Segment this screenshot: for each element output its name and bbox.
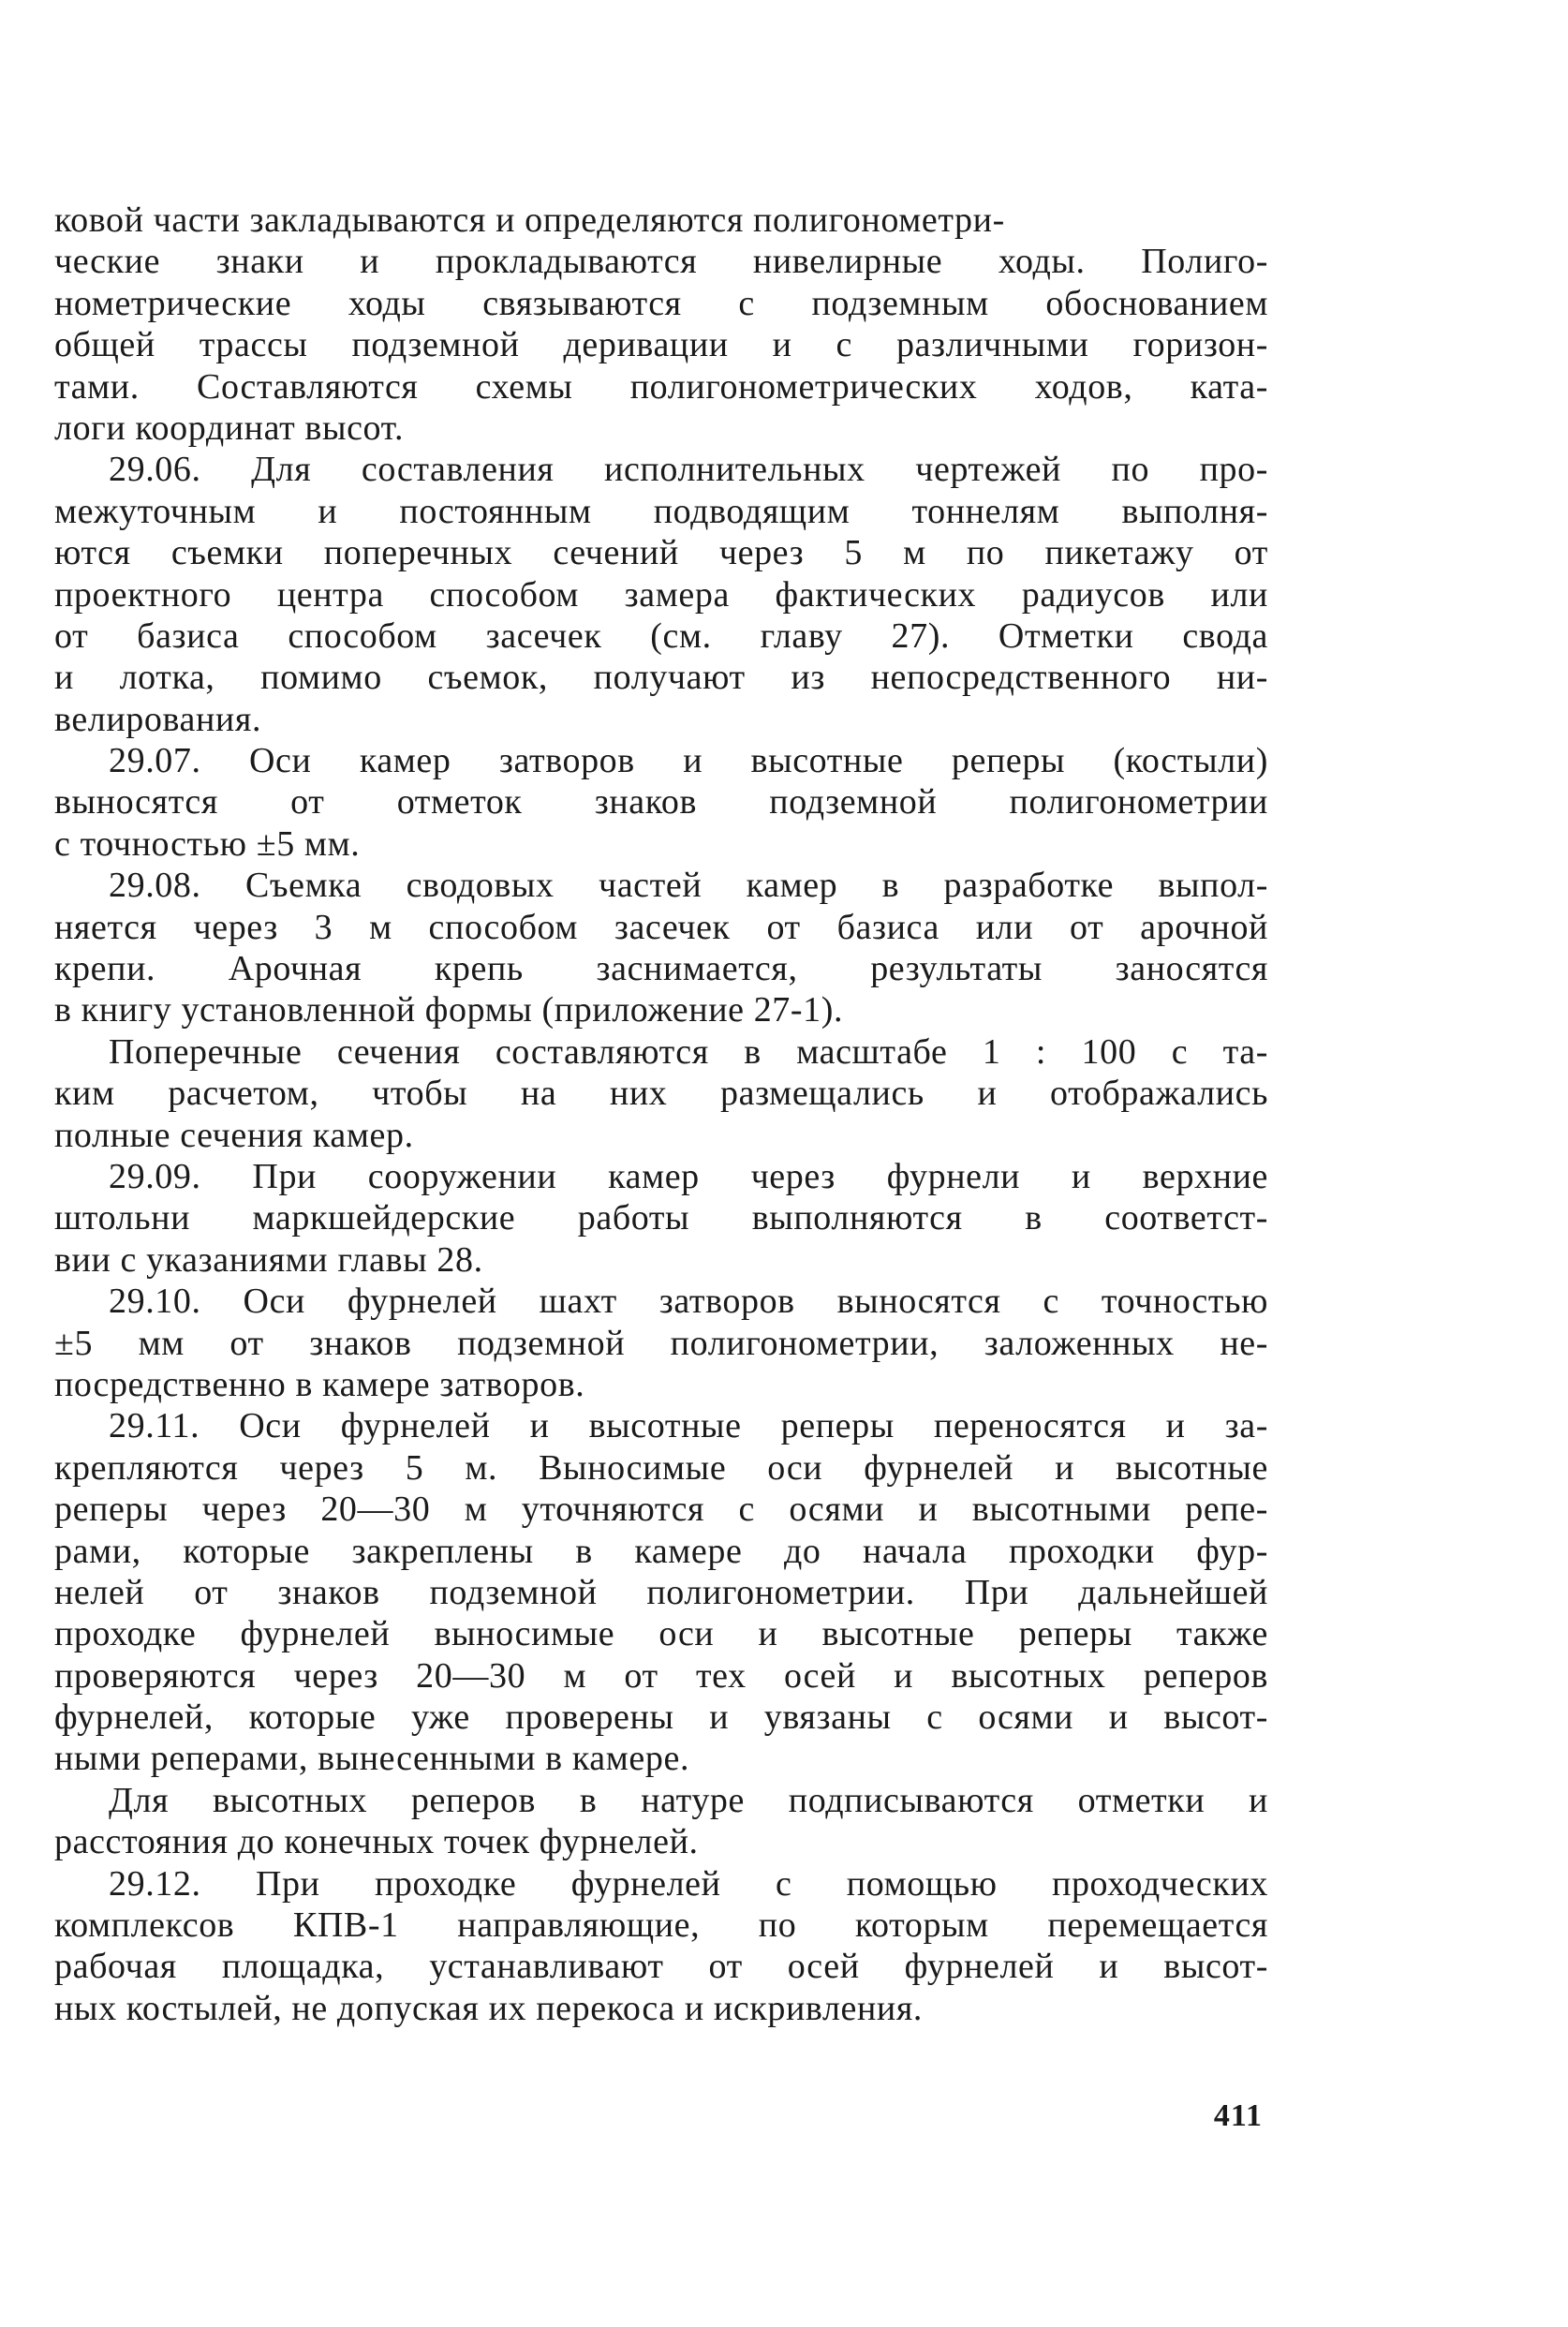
text-line: выносятся от отметок знаков подземной полигонометрии: [54, 782, 1268, 823]
text-line: ными реперами, вынесенными в камере.: [54, 1739, 690, 1779]
text-line: ковой части закладываются и определяются полигонометри-: [54, 200, 1005, 240]
text-line: посредственно в камере затворов.: [54, 1364, 585, 1404]
text-line: комплексов КПВ-1 направляющие, по которым перемещается: [54, 1905, 1268, 1946]
text-line: 29.11. Оси фурнелей и высотные реперы переносятся и за-: [109, 1406, 1268, 1446]
text-line: рами, которые закреплены в камере до начала проходки фур-: [54, 1531, 1268, 1571]
page-number: 411: [1213, 2098, 1263, 2133]
text-line: проверяются через 20—30 м от тех осей и высотных реперов: [54, 1655, 1268, 1696]
text-line: крепляются через 5 м. Выносимые оси фурнелей и высотные: [54, 1447, 1268, 1488]
text-line: велирования.: [54, 699, 262, 739]
text-line: межуточным и постоянным подводящим тоннелям выполня-: [54, 491, 1268, 531]
text-line: 29.12. При проходке фурнелей с помощью проходческих: [109, 1863, 1268, 1904]
text-line: от базиса способом засечек (см. главу 27). Отметки свода: [54, 615, 1268, 656]
text-line: тами. Составляются схемы полигонометрических ходов, ката-: [54, 366, 1268, 407]
text-line: фурнелей, которые уже проверены и увязаны с осями и высот-: [54, 1697, 1268, 1738]
text-line: проходке фурнелей выносимые оси и высотные реперы также: [54, 1614, 1268, 1654]
text-line: нометрические ходы связываются с подземным обоснованием: [54, 283, 1268, 323]
text-line: 29.08. Съемка сводовых частей камер в разработке выпол-: [109, 866, 1268, 906]
text-line: в книгу установленной формы (приложение 27-1).: [54, 990, 844, 1030]
text-line: 29.07. Оси камер затворов и высотные реперы (костыли): [109, 741, 1268, 781]
text-line: с точностью ±5 мм.: [54, 823, 361, 864]
text-line: крепи. Арочная крепь заснимается, результаты заносятся: [54, 949, 1268, 989]
text-line: ±5 мм от знаков подземной полигонометрии, заложенных не-: [54, 1323, 1268, 1363]
text-line: ются съемки поперечных сечений через 5 м по пикетажу от: [54, 533, 1268, 573]
text-line: и лотка, помимо съемок, получают из непосредственного ни-: [54, 658, 1268, 698]
text-line: ческие знаки и прокладываются нивелирные ходы. Полиго-: [54, 242, 1268, 282]
text-line: штольни маркшейдерские работы выполняются в соответст-: [54, 1198, 1268, 1238]
text-line: реперы через 20—30 м уточняются с осями и высотными репе-: [54, 1490, 1268, 1530]
body-text: [54, 200, 1268, 2029]
text-line: расстояния до конечных точек фурнелей.: [54, 1822, 699, 1862]
text-line: проектного центра способом замера фактических радиусов или: [54, 574, 1268, 615]
text-line: ким расчетом, чтобы на них размещались и отображались: [54, 1074, 1268, 1114]
text-line: Для высотных реперов в натуре подписываются отметки и: [109, 1780, 1268, 1820]
text-line: 29.06. Для составления исполнительных чертежей по про-: [109, 450, 1268, 490]
text-line: рабочая площадка, устанавливают от осей фурнелей и высот-: [54, 1947, 1268, 1987]
text-line: общей трассы подземной деривации и с различными горизон-: [54, 325, 1268, 365]
text-line: Поперечные сечения составляются в масштабе 1 : 100 с та-: [109, 1031, 1268, 1072]
text-line: логи координат высот.: [54, 408, 405, 448]
text-line: 29.09. При сооружении камер через фурнели и верхние: [109, 1156, 1268, 1196]
text-line: 29.10. Оси фурнелей шахт затворов выносятся с точностью: [109, 1282, 1268, 1322]
text-line: няется через 3 м способом засечек от базиса или от арочной: [54, 907, 1268, 947]
text-line: ных костылей, не допуская их перекоса и искривления.: [54, 1988, 924, 2028]
text-line: вии с указаниями главы 28.: [54, 1239, 483, 1280]
text-line: полные сечения камер.: [54, 1115, 414, 1155]
text-line: нелей от знаков подземной полигонометрии. При дальнейшей: [54, 1572, 1268, 1612]
